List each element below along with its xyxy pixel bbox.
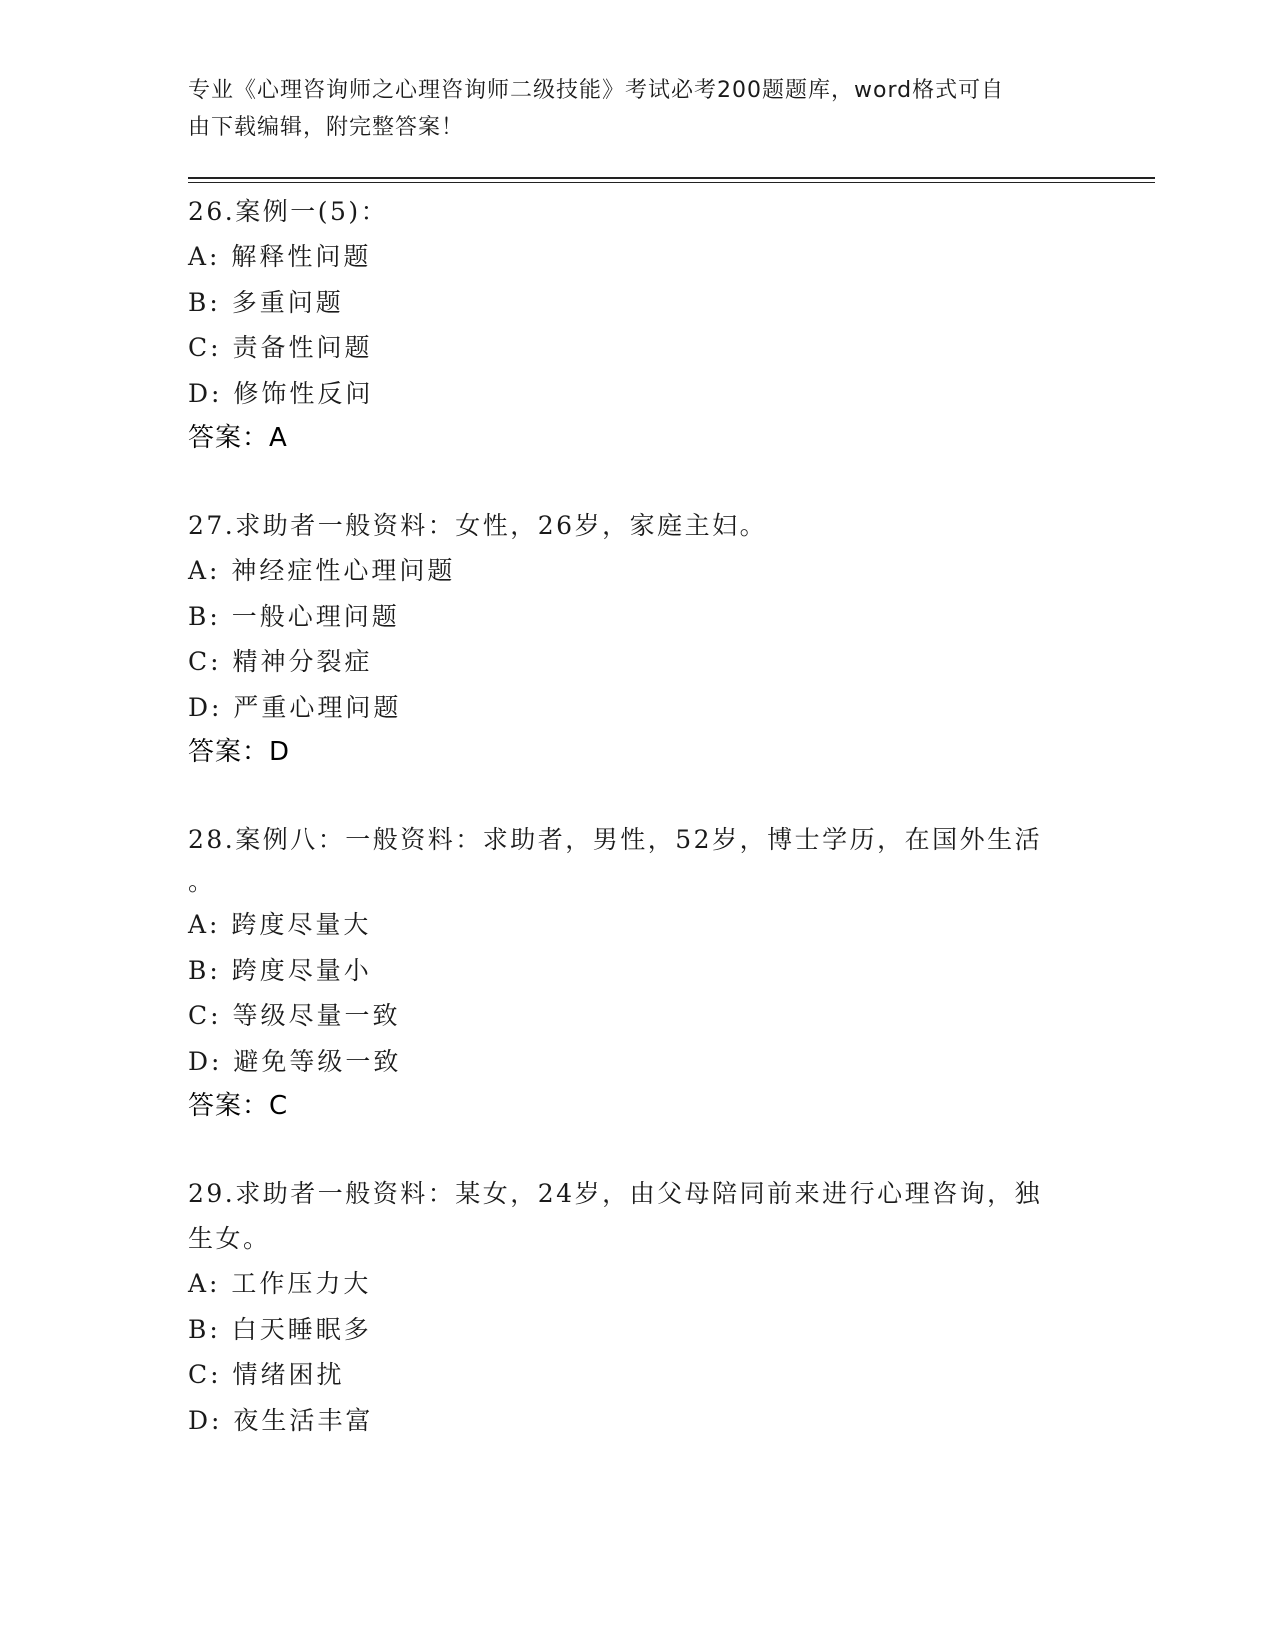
- option-c: C: 精神分裂症: [188, 647, 373, 676]
- question-list: [188, 189, 1088, 1443]
- question-stem-continuation: 。: [188, 867, 216, 896]
- question-26: [188, 189, 1088, 461]
- option-a: A: 解释性问题: [188, 242, 372, 271]
- option-a: A: 工作压力大: [188, 1269, 372, 1298]
- question-stem-continuation: 生女。: [188, 1224, 271, 1253]
- header-line-2: 由下载编辑，附完整答案！: [188, 115, 465, 140]
- option-c: C: 等级尽量一致: [188, 1001, 401, 1030]
- answer-label: 答案：D: [188, 737, 291, 767]
- header-divider: [188, 177, 1155, 183]
- answer-label: 答案：C: [188, 1091, 289, 1121]
- question-29: [188, 1171, 1088, 1443]
- option-b: B: 多重问题: [188, 287, 344, 317]
- option-a: A: 神经症性心理问题: [188, 556, 456, 585]
- answer-label: 答案：A: [188, 423, 288, 453]
- option-d: D: 夜生活丰富: [188, 1405, 374, 1435]
- document-header: [188, 72, 1068, 146]
- question-stem: 28.案例八：一般资料：求助者，男性，52岁，博士学历，在国外生活: [188, 825, 1043, 854]
- option-b: B: 一般心理问题: [188, 601, 400, 631]
- option-c: C: 责备性问题: [188, 333, 373, 362]
- question-stem: 27.求助者一般资料：女性，26岁，家庭主妇。: [188, 511, 768, 540]
- option-a: A: 跨度尽量大: [188, 910, 372, 939]
- header-line-1: 专业《心理咨询师之心理咨询师二级技能》考试必考200题题库，word格式可自: [188, 78, 1005, 103]
- option-b: B: 跨度尽量小: [188, 955, 372, 985]
- option-c: C: 情绪困扰: [188, 1360, 345, 1389]
- option-d: D: 严重心理问题: [188, 692, 402, 722]
- question-stem: 29.求助者一般资料：某女，24岁，由父母陪同前来进行心理咨询，独: [188, 1179, 1043, 1208]
- option-d: D: 修饰性反问: [188, 378, 374, 408]
- option-b: B: 白天睡眠多: [188, 1314, 372, 1344]
- option-d: D: 避免等级一致: [188, 1046, 402, 1076]
- question-27: [188, 503, 1088, 775]
- question-28: [188, 817, 1088, 1129]
- question-stem: 26.案例一(5)：: [188, 197, 389, 226]
